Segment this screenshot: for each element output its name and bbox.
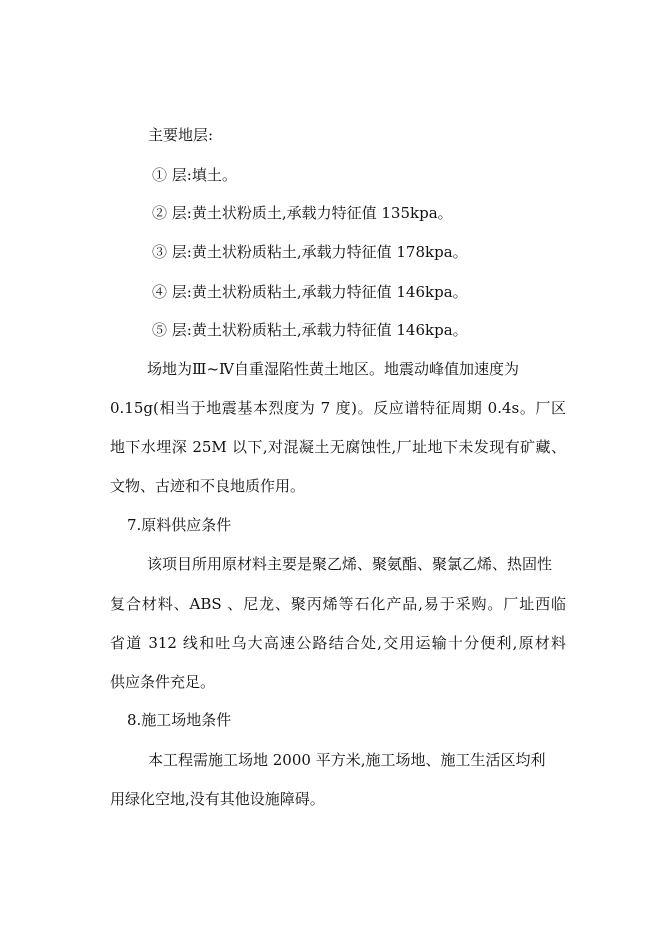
stratum-5-text: 层:黄土状粉质粘土,承载力特征值 146kpa。: [171, 321, 468, 339]
section7-heading: 7.原料供应条件: [127, 516, 232, 534]
section8-heading: 8.施工场地条件: [127, 711, 232, 729]
site-paragraph-line-2: 0.15g(相当于地震基本烈度为 7 度)。反应谱特征周期 0.4s。厂区: [110, 399, 566, 417]
stratum-2-text: 层:黄土状粉质土,承载力特征值 135kpa。: [171, 204, 453, 222]
stratum-4-text: 层:黄土状粉质粘土,承载力特征值 146kpa。: [171, 283, 468, 301]
stratum-3-text: 层:黄土状粉质粘土,承载力特征值 178kpa。: [171, 243, 468, 261]
stratum-5-marker: ⑤: [152, 321, 168, 339]
stratum-1: [152, 165, 237, 185]
section7-paragraph-line-1: 该项目所用原材料主要是聚乙烯、聚氨酯、聚氯乙烯、热固性: [147, 555, 553, 573]
section8-paragraph-line-2: 用绿化空地,没有其他设施障碍。: [110, 790, 325, 808]
site-paragraph-line-4: 文物、古迹和不良地质作用。: [110, 477, 306, 495]
section7-paragraph-line-4: 供应条件充足。: [110, 673, 216, 691]
strata-heading: 主要地层:: [148, 126, 214, 144]
stratum-4: [152, 282, 468, 302]
stratum-2: [152, 203, 453, 223]
section7-paragraph-line-3: 省道 312 线和吐乌大高速公路结合处,交用运输十分便利,原材料: [110, 634, 566, 652]
stratum-2-marker: ②: [152, 204, 168, 222]
stratum-5: [152, 320, 468, 340]
stratum-4-marker: ④: [152, 283, 168, 301]
stratum-1-marker: ①: [152, 166, 168, 184]
site-paragraph-line-1: 场地为Ⅲ~Ⅳ自重湿陷性黄土地区。地震动峰值加速度为: [147, 360, 520, 378]
section8-paragraph-line-1: 本工程需施工场地 2000 平方米,施工场地、施工生活区均利: [148, 751, 546, 769]
section7-paragraph-line-2: 复合材料、ABS 、尼龙、聚丙烯等石化产品,易于采购。厂址西临: [110, 595, 566, 613]
stratum-3-marker: ③: [152, 243, 168, 261]
stratum-1-text: 层:填土。: [171, 166, 237, 184]
stratum-3: [152, 242, 468, 262]
site-paragraph-line-3: 地下水埋深 25M 以下,对混凝土无腐蚀性,厂址地下未发现有矿藏、: [110, 438, 566, 456]
